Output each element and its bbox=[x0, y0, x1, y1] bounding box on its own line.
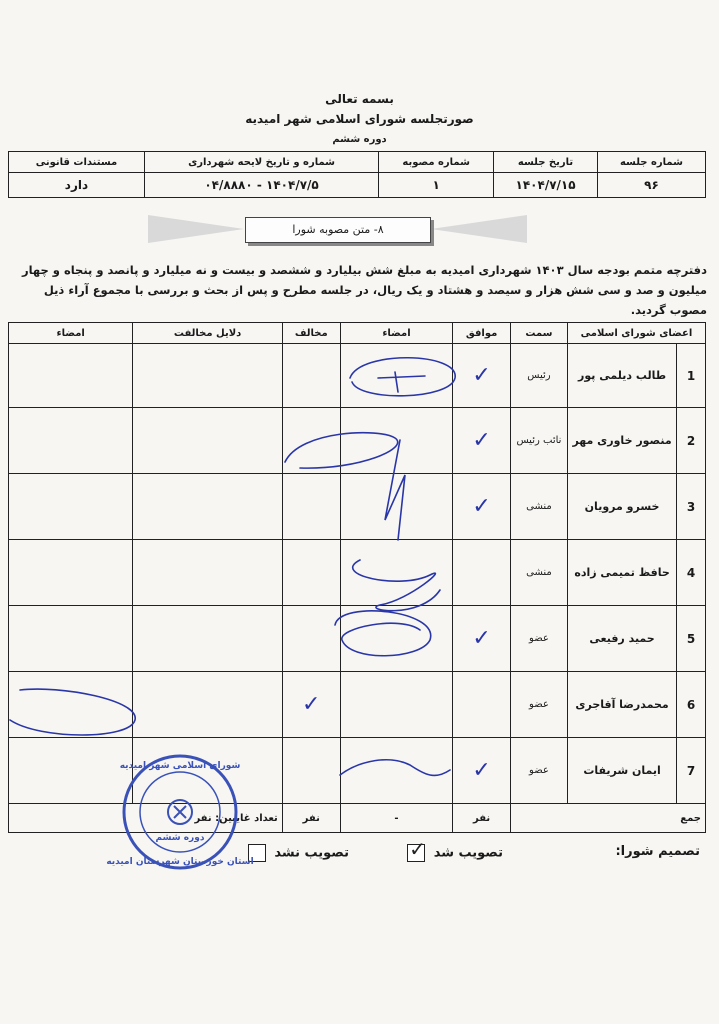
member-agree-mark bbox=[453, 540, 511, 606]
decision-approved-checkbox[interactable] bbox=[407, 837, 426, 862]
decision-approved-label: تصویب شد bbox=[433, 845, 503, 861]
member-name: منصور خاوری مهر bbox=[567, 408, 676, 474]
member-oppose-mark bbox=[282, 738, 340, 804]
member-name: حمید رفیعی bbox=[567, 606, 676, 672]
member-agree-mark: ✓ bbox=[453, 474, 511, 540]
check-icon: ✓ bbox=[409, 837, 426, 861]
reasons-header: دلایل مخالفت bbox=[133, 323, 282, 344]
member-oppose-reasons bbox=[133, 738, 282, 804]
document-title: صورتجلسه شورای اسلامی شهر امیدیه bbox=[245, 112, 474, 126]
member-oppose-mark bbox=[282, 540, 340, 606]
member-oppose-reasons bbox=[133, 344, 282, 408]
member-name: خسرو مرویان bbox=[567, 474, 676, 540]
legal-documents: دارد bbox=[9, 173, 145, 198]
member-row bbox=[9, 738, 706, 804]
totals-agree-unit: نفر bbox=[453, 804, 511, 833]
member-signature bbox=[340, 408, 453, 474]
decorative-arrow-right bbox=[431, 215, 527, 243]
member-oppose-signature bbox=[9, 606, 133, 672]
meta-header-bill-number-date: شماره و تاریخ لایحه شهرداری bbox=[144, 152, 378, 173]
member-signature bbox=[340, 738, 453, 804]
member-number: 1 bbox=[677, 344, 706, 408]
session-number: ۹۶ bbox=[597, 173, 705, 198]
stamp-bottom-text: استان خوزستان شهرستان امیدیه bbox=[106, 857, 254, 867]
resolution-number: ۱ bbox=[379, 173, 494, 198]
member-signature bbox=[340, 606, 453, 672]
member-rows bbox=[9, 344, 706, 804]
totals-absent: تعداد غایبین: نفر bbox=[9, 804, 283, 833]
member-agree-mark bbox=[453, 672, 511, 738]
member-role: عضو bbox=[510, 672, 567, 738]
member-agree-mark: ✓ bbox=[453, 344, 511, 408]
totals-row bbox=[9, 804, 706, 833]
member-oppose-mark bbox=[282, 474, 340, 540]
member-name: محمدرضا آقاجری bbox=[567, 672, 676, 738]
council-members-table bbox=[8, 322, 706, 833]
decision-rejected-checkbox[interactable] bbox=[248, 844, 266, 862]
totals-oppose-value: - bbox=[340, 804, 453, 833]
oppose-header: مخالف bbox=[282, 323, 340, 344]
session-date: ۱۴۰۴/۷/۱۵ bbox=[494, 173, 598, 198]
member-row bbox=[9, 408, 706, 474]
member-signature bbox=[340, 672, 453, 738]
member-name: ایمان شریفات bbox=[567, 738, 676, 804]
member-row bbox=[9, 344, 706, 408]
member-oppose-reasons bbox=[133, 540, 282, 606]
member-name: طالب دیلمی پور bbox=[567, 344, 676, 408]
member-signature bbox=[340, 540, 453, 606]
totals-oppose-unit: نفر bbox=[282, 804, 340, 833]
signature-header: امضاء bbox=[340, 323, 453, 344]
section-title: ۸- متن مصوبه شورا bbox=[245, 217, 431, 243]
member-role: منشی bbox=[510, 474, 567, 540]
stamp-inner-text: دوره ششم bbox=[155, 833, 205, 843]
member-name: حافظ تمیمی زاده bbox=[567, 540, 676, 606]
member-number: 2 bbox=[677, 408, 706, 474]
signature2-header: امضاء bbox=[9, 323, 133, 344]
member-signature bbox=[340, 344, 453, 408]
document-header bbox=[0, 92, 719, 145]
member-oppose-mark bbox=[282, 606, 340, 672]
council-term: دوره ششم bbox=[332, 134, 387, 145]
meta-header-legal-documents: مستندات قانونی bbox=[9, 152, 145, 173]
member-role: عضو bbox=[510, 738, 567, 804]
member-oppose-signature bbox=[9, 344, 133, 408]
member-oppose-reasons bbox=[133, 606, 282, 672]
member-row bbox=[9, 606, 706, 672]
member-oppose-mark bbox=[282, 408, 340, 474]
members-header: اعضای شورای اسلامی bbox=[567, 323, 705, 344]
member-oppose-signature bbox=[9, 738, 133, 804]
member-number: 5 bbox=[677, 606, 706, 672]
member-agree-mark: ✓ bbox=[453, 408, 511, 474]
meta-header-session-number: شماره جلسه bbox=[597, 152, 705, 173]
member-role: رئیس bbox=[510, 344, 567, 408]
member-row bbox=[9, 540, 706, 606]
decision-label: تصمیم شورا: bbox=[615, 844, 700, 859]
member-oppose-reasons bbox=[133, 408, 282, 474]
decision-rejected-label: تصویب نشد bbox=[274, 845, 349, 861]
member-oppose-signature bbox=[9, 672, 133, 738]
member-number: 4 bbox=[677, 540, 706, 606]
role-header: سمت bbox=[510, 323, 567, 344]
council-decision bbox=[8, 838, 706, 868]
agree-header: موافق bbox=[453, 323, 511, 344]
member-signature bbox=[340, 474, 453, 540]
member-agree-mark: ✓ bbox=[453, 606, 511, 672]
bill-number-date: ۱۴۰۴/۷/۵ - ۰۴/۸۸۸۰ bbox=[144, 173, 378, 198]
basmala-heading: بسمه تعالی bbox=[325, 92, 394, 106]
session-meta-table bbox=[8, 151, 706, 198]
decision-rejected-option[interactable] bbox=[248, 844, 349, 862]
meta-header-session-date: تاریخ جلسه bbox=[494, 152, 598, 173]
totals-label: جمع bbox=[510, 804, 705, 833]
member-agree-mark: ✓ bbox=[453, 738, 511, 804]
member-row bbox=[9, 474, 706, 540]
decision-approved-option[interactable] bbox=[407, 837, 503, 862]
member-role: منشی bbox=[510, 540, 567, 606]
member-oppose-reasons bbox=[133, 474, 282, 540]
member-oppose-signature bbox=[9, 474, 133, 540]
resolution-text: دفترچه متمم بودجه سال ۱۴۰۳ شهرداری امیدیه به مبلغ شش بیلیارد و ششصد و بیست و نه میلیارد و پانصد و پنجاه و چهار میلیون و صد و سی شش هزار و سیصد و هشتاد و یک ریال، در جلسه مطرح و پس از بحث و بررسی با مجموع آراء ذیل مصوب گردید. bbox=[21, 263, 707, 317]
member-role: عضو bbox=[510, 606, 567, 672]
decorative-arrow-left bbox=[148, 215, 244, 243]
member-number: 3 bbox=[677, 474, 706, 540]
member-oppose-reasons bbox=[133, 672, 282, 738]
member-role: نائب رئیس bbox=[510, 408, 567, 474]
meta-header-resolution-number: شماره مصوبه bbox=[379, 152, 494, 173]
member-row bbox=[9, 672, 706, 738]
member-oppose-mark bbox=[282, 344, 340, 408]
member-oppose-signature bbox=[9, 540, 133, 606]
member-oppose-signature bbox=[9, 408, 133, 474]
member-number: 6 bbox=[677, 672, 706, 738]
member-oppose-mark: ✓ bbox=[282, 672, 340, 738]
member-number: 7 bbox=[677, 738, 706, 804]
stamp-outer-text: شورای اسلامی شهر امیدیه bbox=[119, 761, 241, 771]
